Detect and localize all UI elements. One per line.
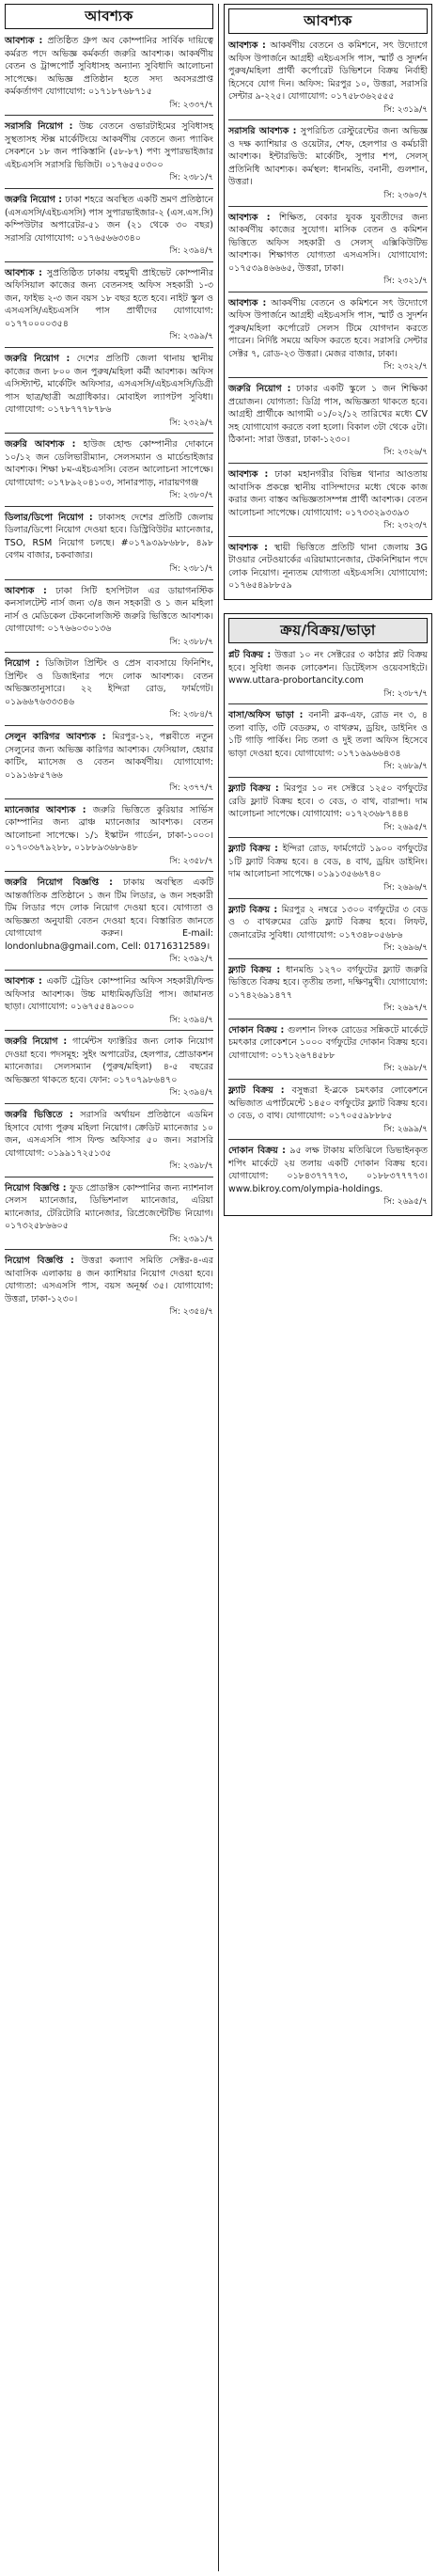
ad-code: সি: ২৬৯৮/৭ (383, 1064, 428, 1074)
ad-separator (228, 898, 428, 899)
ad-body: মিরপুর-১২, পল্লবীতে নতুন সেলুনের জন্য অভিজ্ঞ কারিগর আবশ্যক। ফেসিয়াল, হেয়ার কাটিং, ম্যাসেজ ও বেতন আকর্ষণীয়। যোগাযোগ: ০১৯১৬৮৫৭৬৬ (5, 732, 213, 781)
ad-heading: আবশ্যক : (5, 267, 47, 278)
classified-ad (5, 585, 213, 649)
ad-body: আকর্ষণীয় বেতনে ও কমিশনে সৎ উদ্যোগে অফিস উপার্জনে আগ্রহী এইচএসসি পাস, স্মার্ট ও সুদর্শন পুরুষ/মহিলা কর্পোরেট সেলস টিমে যোগদান করতে পারেন। নির্দিষ্ট সময়ে অফিস করতে হবে। সরাসরি সেন্টার সেক্টর ৭, রোড-২৩ উত্তরা। মেজর বাজার, ঢাকা। (228, 297, 429, 359)
ad-code: সি: ২৬৮৯/৭ (383, 762, 428, 772)
ad-separator (228, 377, 428, 378)
classified-ad (228, 212, 428, 288)
ad-code: সি: ২৬৯৭/৭ (383, 1004, 428, 1014)
ad-heading: নিয়োগ বিজ্ঞপ্তি : (5, 1256, 82, 1267)
ad-body: উত্তরা ১০ নং সেক্টরের ৩ কাঠার প্লট বিক্রয় হবে। সুবিধা জনক লোকেশন। ডিটেইলস ওয়েবসাইটে। www.uttara-probortancity.com (228, 650, 428, 687)
ad-body: হাউজ হোল্ড কোম্পানীর দোকানে ১০/১২ জন ডেলিভারীম্যান, সেলসম্যান ও মার্চেন্ডাইজার আবশ্যক। শিক্ষা ৮ম-এইচএসসি। বেতন আলোচনা সাপেক্ষে। যোগাযোগ: ০১৭৮৯২০৪১০৩, সানারপাড়, নারায়ণগঞ্জ (5, 439, 213, 488)
section-header-jobs-right: আবশ্যক (228, 8, 428, 34)
ad-separator (5, 1030, 213, 1031)
ad-code: সি: ২৩৯৯/৭ (169, 332, 213, 342)
classified-ad (5, 120, 213, 184)
ad-separator (228, 119, 428, 120)
ad-code: সি: ২৬৯৫/৭ (383, 822, 428, 832)
ad-code: সি: ২৬৯৫/৭ (383, 1197, 428, 1208)
ad-heading: নিয়োগ : (5, 658, 45, 670)
ad-code: সি: ২৬৯৯/৭ (383, 1124, 428, 1134)
ad-heading: ডিলার/ডিপো নিয়োগ : (5, 512, 99, 523)
right-property-box (224, 613, 432, 1216)
classified-ad (5, 267, 213, 343)
ad-code: সি: ২৩৮১/৭ (169, 563, 213, 574)
ad-heading: জরুরি নিয়োগ : (5, 195, 66, 206)
classified-ad (5, 438, 213, 502)
ad-separator (5, 115, 213, 116)
ad-body: দেশের প্রতিটি জেলা থানায় স্থানীয় কাজের জন্য ৮০০ জন পুরুষ/মহিলা কর্মী আবশ্যক। অফিস এসিস্ট্যান্ট, মার্কেটিং অফিসার, এসএসসি/এইচএসসি/ডিগ্রী পাস ছাত্র/ছাত্রী অগ্রাধিকার। মোবাইল ল্যাপটপ সুবিধা। যোগাযোগ: ০১৭৮৭৭৭৮৭৮৬ (5, 354, 213, 416)
classified-ad (228, 843, 428, 893)
ad-body: ঢাকা সিটি হসপিটাল এর ডায়াগনস্টিক কনসালটেন্ট নার্স জন্য ৩/৪ জন সহকারী ও ১ জন মহিলা নার্স ও মেডিকেল টেকনোলজিস্ট জরুরি ভিত্তিতে আবশ্যক। যোগাযোগ: ০১৭৬৬০৩০১৩৬ (5, 585, 214, 635)
ad-code: সি: ২৩৫৪/৭ (169, 1307, 213, 1318)
classified-ad (228, 40, 428, 116)
ad-body: ঢাকা শহরে অবস্থিত একটি ভ্রমণ প্রতিষ্ঠানে (এসএসসি/এইচএসসি) পাস সুপারভাইজার-২ (এস.এস.সি) কম্পিউটার অপারেটর-৫১ জন (২১ থেকে ৩০ বছর) সরাসরি যোগাযোগ: ০১৭৬৫৬৬৩৩৪০ (5, 195, 213, 244)
ad-body: গার্মেন্টস ফ্যাক্টরির জন্য লোক নিয়োগ দেওয়া হবে। পদসমূহ: সুইং অপারেটর, হেলপার, প্রোডাকশন ম্যানেজার। সেলসম্যান (পুরুষ/মহিলা) ৪-৫ বছরের অভিজ্ঞতা থাকতে হবে। ফোন: ০১৭০৭৯৮৬৪৭০ (5, 1036, 213, 1085)
ad-code: সি: ২৩৬০/৭ (383, 190, 428, 200)
section-header-jobs-left: আবশ্যক (5, 4, 213, 29)
ad-separator (5, 652, 213, 653)
ad-separator (5, 970, 213, 971)
ad-heading: ফ্ল্যাট বিক্রয় : (228, 964, 287, 975)
ad-separator (228, 1079, 428, 1080)
ad-separator (228, 206, 428, 207)
classified-ad (228, 964, 428, 1015)
ad-heading: আবশ্যক : (5, 976, 47, 988)
classified-ad (228, 1084, 428, 1135)
ad-body: ইন্দিরা রোড, ফার্মগেটে ১৯০০ বর্গফুটের ১টি ফ্ল্যাট বিক্রয় হবে। ৪ বেড, ৪ বাথ, ড্রয়িং ডাইনিং। দাম আলোচনা সাপেক্ষে। ০১৯১৩৫৬৬৭৪০ (228, 844, 428, 880)
ad-separator (5, 798, 213, 799)
ad-heading: জরুরি নিয়োগ : (5, 354, 77, 365)
right-property-ads-list (228, 649, 428, 1209)
ad-separator (5, 347, 213, 348)
ad-separator (5, 725, 213, 726)
ad-body: সরাসরি অর্থায়ন প্রতিষ্ঠানে এডমিন হিসাবে যোগ্য পুরুষ মহিলা নিয়োগ। ক্রেডিট ম্যানেজার ১০ জন, এসএসসি পাস ফিল্ড অফিসার ৫০ জন। সরাসরি যোগাযোগ: ০১৯৯১৭২৫১৩৫ (5, 1110, 213, 1159)
ad-heading: জরুরি নিয়োগ : (228, 384, 297, 395)
classified-ad (228, 383, 428, 459)
ad-code: সি: ২৬৯৬/৭ (383, 942, 428, 953)
ad-heading: ম্যানেজার আবশ্যক : (5, 804, 93, 815)
classified-ad (5, 804, 213, 868)
classified-ad (228, 468, 428, 532)
ad-heading: সরাসরি নিয়োগ : (5, 121, 80, 133)
ad-code: সি: ২৩৮৮/৭ (169, 637, 213, 647)
ad-body: উচ্চ বেতনে ওভারটাইমের সুবিধাসহ সুস্থতাসহ স্টক্স মার্কেটিংয়ে আকর্ষণীয় বেতনে জন্য প্যাকিং সেকশনে ১৮ জন পাকিস্তানি (৫৮-৮৭) পণ্য সুপারভাইজার এইচএসসি সরাসরি ভিজিট। ০১৭৬৫৫০৩০০ (5, 121, 213, 170)
ad-code: সি: ২৩২১/৭ (383, 277, 428, 287)
ad-code: সি: ২৩৮০/৭ (169, 491, 213, 501)
ad-body: প্রতিষ্ঠিত গ্রুপ অব কোম্পানির সার্বিক দায়িত্বে কর্মরত পদে অভিজ্ঞ কর্মকর্তা জরুরি আবশ্যক। আকর্ষণীয় বেতন ও ট্রান্সপোর্ট সুবিধাসহ অন্যান্য সুবিধাদি আলোচনা সাপেক্ষে। অভিজ্ঞ প্রতিষ্ঠান হতে সদ্য অবসরপ্রাপ্ত কর্মকর্তাগণ যোগাযোগ: ০১৭১৮৭৬৮৭১৫ (5, 36, 213, 98)
classified-ad (5, 877, 213, 966)
ad-heading: জরুরি নিয়োগ বিজ্ঞপ্তি : (5, 877, 123, 889)
ad-heading: আবশ্যক : (228, 212, 279, 223)
classified-ad (228, 782, 428, 833)
ad-code: সি: ২৩৯৮/৭ (169, 1162, 213, 1172)
classified-ad (228, 1024, 428, 1075)
ad-heading: জরুরি আবশ্যক : (5, 439, 84, 450)
right-ads-list (228, 40, 428, 593)
ad-code: সি: ২৩৯১/৭ (169, 1234, 213, 1244)
ad-body: ৯৫ লক্ষ টাকায় মতিঝিলে ডিভাইনকৃত শপিং মার্কেটে ২য় তলায় একটি দোকান বিক্রয় হবে। যোগাযোগ: ০১৮৪৩৭৭৭৭৩, ০১৮৮৩৭৭৭৭৩। www.bikroy.com/olympia-holdings. (228, 1146, 428, 1194)
ad-separator (228, 777, 428, 778)
ad-body: জরুরি ভিত্তিতে কুরিয়ার সার্ভিস কোম্পানির জন্য ব্রাঞ্চ ম্যানেজার আবশ্যক। বেতন আলোচনা সাপেক্ষে। ১/১ ইস্কাটন গার্ডেন, ঢাকা-১০০০। ০১৭০৩৬৭৯২৮৮, ০১৮৮৯৩৬৮৬৪৮ (5, 804, 213, 854)
ad-body: আকর্ষণীয় বেতনে ও কমিশনে, সৎ উদ্যোগে অফিস উপার্জনে আগ্রহী এইচএসসি পাস, স্মার্ট ও সুদর্শন পুরুষ/মহিলা প্রার্থী কর্পোরেট ডিভিশনে বিক্রয় নির্বাহী হিসেবে যোগ দিন। অফিস: মিরপুর ১০, উত্তরা, সরাসরি সেন্টার ৯-২২৫। যোগাযোগ: ০১৭৫৮৩৬২৫৫৫ (228, 40, 428, 103)
section-header-buy-sell-rent: ক্রয়/বিক্রয়/ভাড়া (228, 618, 428, 643)
classified-ad (5, 1109, 213, 1173)
right-jobs-box (224, 4, 432, 600)
ad-heading: প্লট বিক্রয় : (228, 650, 275, 661)
right-column (224, 4, 432, 1216)
classified-ad (5, 1255, 213, 1319)
ad-heading: দোকান বিক্রয় : (228, 1024, 288, 1035)
classified-ad (5, 1182, 213, 1246)
ad-code: সি: ২৩৫৮/৭ (169, 856, 213, 866)
ad-code: সি: ২৩৯৪/৭ (169, 1015, 213, 1025)
classified-ad (5, 975, 213, 1026)
ad-heading: জরুরি ভিত্তিতে : (5, 1110, 81, 1121)
ad-heading: বাসা/অফিস ভাড়া : (228, 710, 309, 721)
ad-heading: ফ্ল্যাট বিক্রয় : (228, 904, 282, 915)
ad-code: সি: ২৩১৯/৭ (383, 104, 428, 115)
ad-heading: আবশ্যক : (228, 542, 274, 553)
ad-heading: আবশ্যক : (228, 40, 271, 52)
ad-body: শিক্ষিত, বেকার যুবক যুবতীদের জন্য আকর্ষণীয় কাজের সুযোগ। মাসিক বেতন ও কমিশন ভিত্তিতে অফিস সহকারী ও সেলস্ এক্সিকিউটিভ আবশ্যক। শিক্ষাগত যোগ্যতা এসএসসি। যোগাযোগ: ০১৭৫৩৯৪৬৬৬৫, উত্তরা, ঢাকা। (228, 212, 428, 274)
ad-separator (228, 1139, 428, 1140)
ad-code: সি: ২৩২২/৭ (383, 362, 428, 372)
ad-body: বসুন্ধরা ই-ব্লকে চমৎকার লোকেশনে অভিজাত এপার্টমেন্টে ১৪৫০ বর্গফুটের ফ্ল্যাট বিক্রয় হবে। ৩ বেড, ৩ বাথ। যোগাযোগ: ০১৭০৫৫৯৮৮৮৫ (228, 1085, 428, 1122)
classified-ad (5, 731, 213, 795)
classified-ad (5, 512, 213, 576)
ad-code: সি: ২৩৯৪/৭ (169, 246, 213, 257)
ad-heading: আবশ্যক : (5, 36, 48, 47)
ad-body: ঢাকা মহানগরীর বিভিন্ন থানার আওতায় আবাসিক প্রকল্পে স্থানীয় বাসিন্দাদের মধ্যে থেকে কাজ করার জন্য বাস্তব অভিজ্ঞতাসম্পন্ন প্রার্থী আবশ্যক। বেতন আলোচনা সাপেক্ষে। যোগাযোগ: ০১৭৩৩২৯৩৩৯৩ (228, 469, 428, 518)
ad-body: ফুড প্রোডাক্টস কোম্পানির জন্য ন্যাশনাল সেলস ম্যানেজার, ডিভিশনাল ম্যানেজার, এরিয়া ম্যানেজার, টেরিটোরি ম্যানেজার, রিপ্রেজেন্টেটিভ নিয়োগ। ০১৭৩২৫৮৬৬০৫ (5, 1182, 213, 1232)
ad-code: সি: ২৬৯৬/৭ (383, 882, 428, 893)
ad-separator (5, 506, 213, 507)
ad-body: গুলশান লিংক রোডের সন্নিকটে মার্কেটে চমৎকার লোকেশনে ১০০০ বর্গফুটের দোকান বিক্রয় হবে। যোগাযোগ: ০১৭১২৬৭৪৫৮৮ (228, 1024, 428, 1061)
classified-ad (228, 1145, 428, 1209)
left-column (5, 4, 213, 1321)
ad-heading: আবশ্যক : (228, 469, 275, 481)
ad-code: সি: ২৩২৩/৭ (383, 521, 428, 531)
ad-heading: ফ্ল্যাট বিক্রয় : (228, 844, 283, 855)
ad-body: ধানমন্ডি ১২৭০ বর্গফুটের ফ্ল্যাট জরুরি ভিত্তিতে বিক্রয় হবে। তৃতীয় তলা, দক্ষিণমুখী। যোগাযোগ: ০১৭৪২৬৯১৪৭৭ (228, 964, 428, 1001)
ad-separator (228, 958, 428, 959)
classified-ad (228, 649, 428, 700)
ad-code: সি: ২৩৮৪/৭ (169, 710, 213, 720)
ad-heading: ফ্ল্যাট বিক্রয় : (228, 783, 284, 795)
classified-ad (5, 35, 213, 111)
ad-heading: নিয়োগ বিজ্ঞপ্তি : (5, 1182, 70, 1193)
ad-body: বনানী ব্লক-এফ, রোড নং ৩, ৪ তলা বাড়ি, ৩টি বেডরুম, ৩ বাথরুম, ড্রয়িং, ডাইনিং ও ১টি গাড়ি পার্কিং। নিচ তলা ও দুই তলা অফিস হিসেবে ভাড়া দেওয়া হবে। যোগাযোগ: ০১৭১৬৯৬৬৪৩৪ (228, 710, 428, 759)
ad-body: ডিজিটাল প্রিন্টিং ও প্রেস ব্যবসায়ে ফিনিশিং, প্রিন্টিং ও ডিজাইনার পদে লোক আবশ্যক। বেতন অভিজ্ঞতানুসারে। ২২ ইন্দিরা রোড, ফার্মগেট। ০১৯৬৬৭৬৩৩৩৪৬ (5, 658, 213, 707)
ad-body: উত্তরা কল্যাণ সমিতি সেক্টর-৪-এর আবাসিক এলাকায় ৪ জন ক্যাশিয়ার নিয়োগ দেওয়া হবে। যোগ্যতা: এসএসসি পাস, বয়স অনূর্ধ্ব ৩৫। যোগাযোগ: উত্তরা, ঢাকা-১২৩০। (5, 1256, 213, 1304)
classified-ad (228, 542, 428, 593)
ad-separator (5, 1249, 213, 1250)
left-ads-list (5, 35, 213, 1319)
ad-code: সি: ২৩২৬/৭ (383, 448, 428, 458)
ad-heading: আবশ্যক : (228, 297, 272, 308)
ad-code: সি: ২৩৯২/৭ (169, 955, 213, 965)
ad-code: সি: ২৩২৯/৭ (169, 418, 213, 428)
ad-heading: আবশ্যক : (5, 585, 56, 596)
classified-ad (5, 657, 213, 721)
classified-ad (5, 194, 213, 258)
classified-ad (5, 1035, 213, 1099)
ad-separator (228, 703, 428, 704)
ad-body: সুপ্রতিষ্ঠিত ঢাকায় বহুমুখী প্রাইভেট কোম্পানীর অফিসিয়াল কাজের জন্য বেতনসহ অফিস সহকারী ১-৩ জন, ফাইভ ২-৩ জন বয়স ১৮ বছর হতে হবে। নাইট স্কুল ও এসএসসি/এইচএসসি পাস প্রার্থীদের যোগাযোগ: ০১৭৭০০০০৩৫৪ (5, 267, 214, 329)
ad-heading: সরাসরি আবশ্যক : (228, 126, 301, 137)
ad-code: সি: ২৩৮৭/৭ (383, 688, 428, 699)
ad-separator (5, 261, 213, 262)
ad-body: স্থায়ী ভিত্তিতে প্রতিটি থানা জেলায় 3G টাওয়ার নেটওয়ার্কের এরিয়াম্যানেজার, টেকনিশিয়ান পদে লোক নিয়োগ। নূন্যতম যোগ্যতা এইচএসসি। যোগাযোগ: ০১৭৬৫৪৯৮৮৫৯ (228, 542, 428, 592)
ad-separator (228, 463, 428, 464)
ad-heading: সেলুন কারিগর আবশ্যক : (5, 732, 113, 743)
ad-separator (5, 433, 213, 434)
classified-ad (228, 297, 428, 373)
classified-ad (228, 904, 428, 955)
ad-body: ঢাকাসহ দেশের প্রতিটি জেলায় ডিলার/ডিপো নিয়োগ দেওয়া হবে। ডিস্ট্রিবিউটর ম্যানেজার, TSO, RSM নিয়োগ চলছে। #০১৭৯৩৯৮৬৮৮, ৪৯৮ বেগম বাজার, চকবাজার। (5, 512, 213, 561)
classified-ad (5, 353, 213, 429)
ad-body: মিরপুর ১০ নং সেক্টরে ১২৫০ বর্গফুটের রেডি ফ্ল্যাট বিক্রয় হবে। ৩ বেড, ৩ বাথ, বারান্দা। দাম আলোচনা সাপেক্ষে। যোগাযোগ: ০১৭২৩৬৮৭৪৪৪ (228, 783, 428, 820)
ad-body: মিরপুর ২ নম্বরে ১৩০০ বর্গফুটের ৩ বেড ও ৩ বাথরুমের রেডি ফ্ল্যাট বিক্রয় হবে। লিফট, জেনারেটর সুবিধা। যোগাযোগ: ০১৭৩৪৮০৫৬৮৬ (228, 904, 428, 940)
ad-heading: জরুরি নিয়োগ : (5, 1036, 73, 1048)
ad-code: সি: ২৩৮১/৭ (169, 173, 213, 183)
ad-separator (228, 837, 428, 838)
ad-body: সুপরিচিত রেস্টুরেন্টের জন্য অভিজ্ঞ ও দক্ষ ক্যাশিয়ার ও ওয়েটার, শেফ, হেলপার ও কর্মচারী আবশ্যক। ইন্টারভিউ: মার্কেটিং, সুপার শপ, সেলস্ প্রতিনিধি আবশ্যক। কর্মস্থল: ধানমন্ডি, বনানী, গুলশান, উত্তরা। (228, 126, 428, 188)
ad-separator (228, 536, 428, 537)
classified-ad (228, 709, 428, 773)
ad-code: সি: ২৩৩৭/৭ (169, 100, 213, 110)
ad-separator (5, 188, 213, 189)
ad-heading: দোকান বিক্রয় : (228, 1146, 290, 1157)
ad-body: ঢাকায় অবস্থিত একটি আন্তর্জাতিক প্রতিষ্ঠানে ১ জন টিম লিডার, ৬ জন সহকারী টিম লিডার পদে লোক নিয়োগ দেওয়া হবে। যোগ্যতা ও অভিজ্ঞতা অনুযায়ী বেতন দেওয়া হবে। বিস্তারিত জানতে যোগাযোগ করুন। E-mail: londonlubna@gmail.com, Cell: 01716312589। (5, 877, 213, 952)
ad-heading: ফ্ল্যাট বিক্রয় : (228, 1085, 292, 1097)
classified-ad (228, 125, 428, 201)
ad-separator (5, 579, 213, 580)
ad-body: একটি ট্রেডিং কোম্পানির অফিস সহকারী/ফিল্ড অফিসার আবশ্যক। উচ্চ মাধ্যমিক/ডিগ্রি পাস। জামানত ছাড়া। যোগাযোগ: ০১৬৭৫৫৪৯০০০ (5, 976, 213, 1013)
ad-code: সি: ২৩৯৪/৭ (169, 1088, 213, 1098)
column-divider (218, 4, 219, 2571)
ad-body: ঢাকার একটি স্কুলে ১ জন শিক্ষিকা প্রয়োজন। যোগ্যতা: ডিগ্রি পাস, অভিজ্ঞতা থাকতে হবে। আগ্রহী প্রার্থীকে আগামী ০১/০২/১২ তারিখের মধ্যে CV সহ যোগাযোগ করতে বলা হলো। বিকাল ৩টা থেকে ৫টা। ঠিকানা: সারা উত্তরা, ঢাকা-১২৩০। (228, 384, 428, 445)
ad-separator (5, 871, 213, 872)
ad-separator (5, 1103, 213, 1104)
ad-code: সি: ২৩৭৭/৭ (169, 783, 213, 794)
